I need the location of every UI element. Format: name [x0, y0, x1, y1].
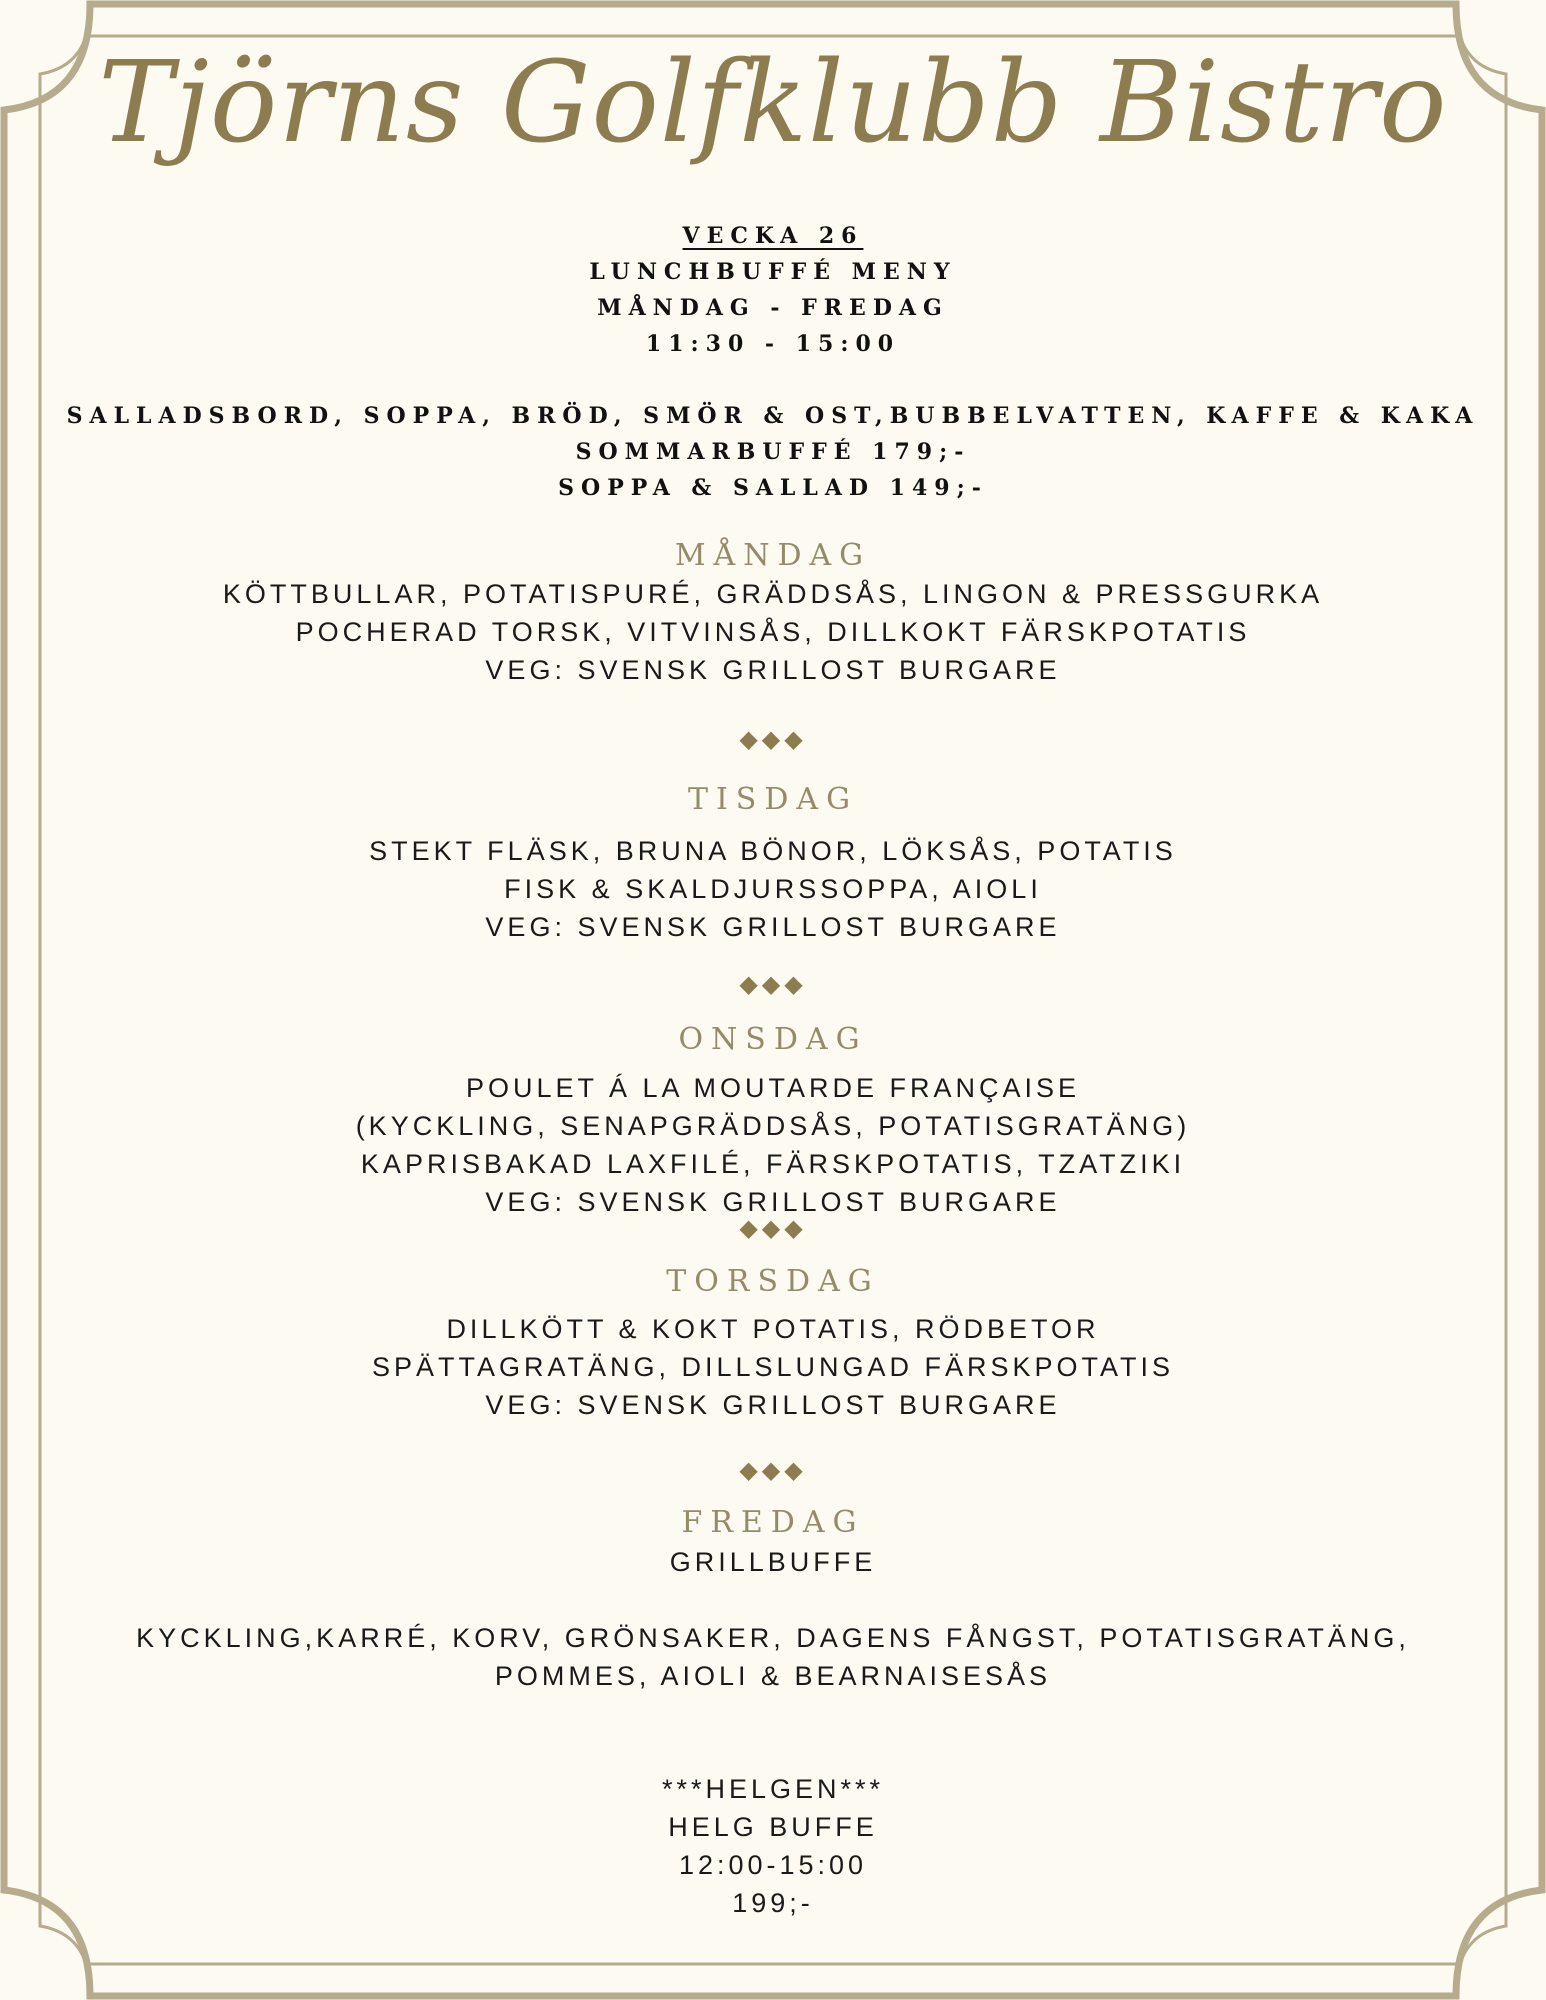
menu-item: KAPRISBAKAD LAXFILÉ, FÄRSKPOTATIS, TZATZIKI [360, 1149, 1186, 1179]
days-label: MÅNDAG - FREDAG [597, 295, 949, 321]
menu-item: FISK & SKALDJURSSOPPA, AIOLI [504, 874, 1042, 904]
menu-item: SPÄTTAGRATÄNG, DILLSLUNGAD FÄRSKPOTATIS [371, 1352, 1175, 1382]
restaurant-title: Tjörns Golfklubb Bistro [98, 38, 1448, 168]
menu-item: GRILLBUFFE [669, 1547, 877, 1577]
menu-item: POULET Á LA MOUTARDE FRANÇAISE [465, 1073, 1081, 1103]
weekend-buffet-name: HELG BUFFE [668, 1812, 878, 1842]
day-heading-tuesday: TISDAG [687, 782, 859, 817]
day-heading-thursday: TORSDAG [666, 1264, 880, 1299]
menu-item: DILLKÖTT & KOKT POTATIS, RÖDBETOR [446, 1314, 1100, 1344]
summer-buffet-price: SOMMARBUFFÉ 179;- [575, 439, 971, 465]
soup-salad-price: SOPPA & SALLAD 149;- [558, 475, 988, 501]
weekend-hours: 12:00-15:00 [678, 1850, 868, 1880]
day-heading-friday: FREDAG [681, 1505, 865, 1540]
menu-item: POCHERAD TORSK, VITVINSÅS, DILLKOKT FÄRSKPOTATIS [295, 617, 1251, 647]
menu-item: KYCKLING,KARRÉ, KORV, GRÖNSAKER, DAGENS FÅNGST, POTATISGRATÄNG, [136, 1623, 1410, 1653]
menu-item: VEG: SVENSK GRILLOST BURGARE [485, 1187, 1061, 1217]
diamond-divider-icon: ◆◆◆ [739, 970, 807, 998]
menu-item: (KYCKLING, SENAPGRÄDDSÅS, POTATISGRATÄNG) [355, 1111, 1191, 1141]
week-label: VECKA 26 [682, 223, 864, 249]
menu-item: VEG: SVENSK GRILLOST BURGARE [485, 1390, 1061, 1420]
menu-item: POMMES, AIOLI & BEARNAISESÅS [494, 1661, 1052, 1691]
menu-item: VEG: SVENSK GRILLOST BURGARE [485, 912, 1061, 942]
weekend-heading: ***HELGEN*** [661, 1774, 885, 1804]
includes-text: SALLADSBORD, SOPPA, BRÖD, SMÖR & OST,BUBBELVATTEN, KAFFE & KAKA [66, 403, 1480, 429]
diamond-divider-icon: ◆◆◆ [739, 725, 807, 753]
day-heading-monday: MÅNDAG [674, 538, 872, 573]
diamond-divider-icon: ◆◆◆ [739, 1214, 807, 1242]
menu-item: KÖTTBULLAR, POTATISPURÉ, GRÄDDSÅS, LINGON & PRESSGURKA [222, 579, 1324, 609]
menu-label: LUNCHBUFFÉ MENY [589, 259, 957, 285]
menu-item: STEKT FLÄSK, BRUNA BÖNOR, LÖKSÅS, POTATIS [369, 836, 1177, 866]
diamond-divider-icon: ◆◆◆ [739, 1456, 807, 1484]
menu-item: VEG: SVENSK GRILLOST BURGARE [485, 655, 1061, 685]
day-heading-wednesday: ONSDAG [678, 1022, 868, 1057]
hours-label: 11:30 - 15:00 [645, 331, 901, 357]
weekend-price: 199;- [732, 1888, 814, 1918]
